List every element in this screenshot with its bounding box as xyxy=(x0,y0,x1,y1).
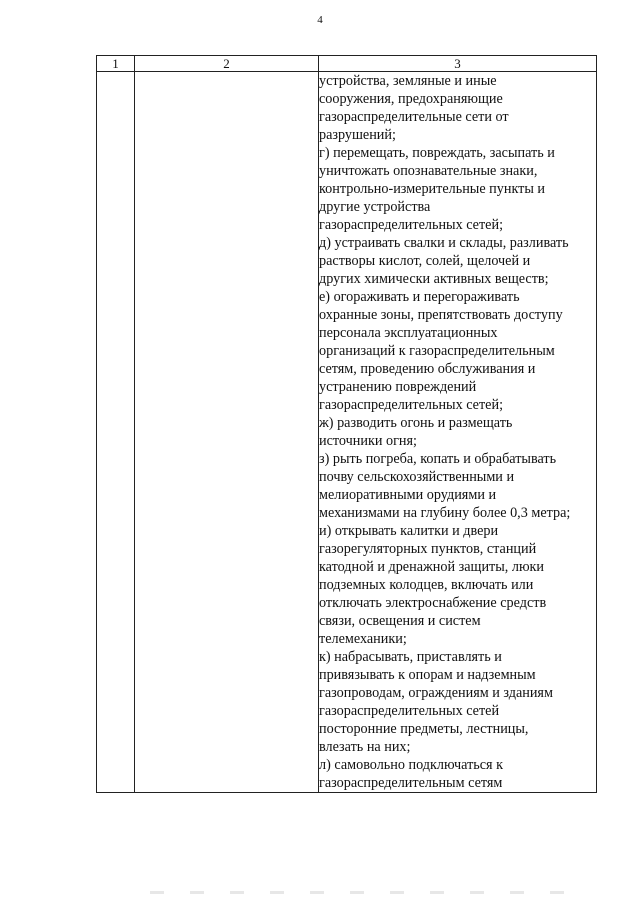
text-line: механизмами на глубину более 0,3 метра; xyxy=(319,505,571,521)
text-line: почву сельскохозяйственными и xyxy=(319,469,515,485)
text-line: связи, освещения и систем xyxy=(319,613,481,629)
table-cell-col3 xyxy=(319,72,597,793)
text-line: отключать электроснабжение средств xyxy=(319,595,547,611)
text-line: и) открывать калитки и двери xyxy=(319,523,499,539)
text-line: посторонние предметы, лестницы, xyxy=(319,721,529,737)
text-line: уничтожать опознавательные знаки, xyxy=(319,163,538,179)
text-line: другие устройства xyxy=(319,199,431,215)
text-line: д) устраивать свалки и склады, разливать xyxy=(319,235,569,251)
text-line: г) перемещать, повреждать, засыпать и xyxy=(319,145,555,161)
table-cell-col2 xyxy=(135,72,319,793)
table-cell-col1 xyxy=(97,72,135,793)
text-line: охранные зоны, препятствовать доступу xyxy=(319,307,563,323)
text-line: влезать на них; xyxy=(319,739,411,755)
page-number: 4 xyxy=(317,14,323,26)
column-header-3: 3 xyxy=(319,56,597,72)
text-line: растворы кислот, солей, щелочей и xyxy=(319,253,531,269)
text-line: контрольно-измерительные пункты и xyxy=(319,181,546,197)
table-row xyxy=(97,72,597,793)
text-line: з) рыть погреба, копать и обрабатывать xyxy=(319,451,557,467)
text-line: персонала эксплуатационных xyxy=(319,325,498,341)
text-line: катодной и дренажной защиты, люки xyxy=(319,559,545,575)
text-line: телемеханики; xyxy=(319,631,407,647)
text-line: газопроводам, ограждениям и зданиям xyxy=(319,685,553,701)
text-line: устранению повреждений xyxy=(319,379,477,395)
text-line: ж) разводить огонь и размещать xyxy=(319,415,513,431)
text-line: устройства, земляные и иные xyxy=(319,73,497,89)
text-line: других химически активных веществ; xyxy=(319,271,549,287)
text-line: привязывать к опорам и надземным xyxy=(319,667,536,683)
text-line: мелиоративными орудиями и xyxy=(319,487,497,503)
table-header-row xyxy=(97,56,597,72)
text-line: к) набрасывать, приставлять и xyxy=(319,649,502,665)
text-line: источники огня; xyxy=(319,433,417,449)
text-line: е) огораживать и перегораживать xyxy=(319,289,520,305)
text-line: газораспределительных сетей; xyxy=(319,217,504,233)
text-line: газорегуляторных пунктов, станций xyxy=(319,541,537,557)
text-line: подземных колодцев, включать или xyxy=(319,577,534,593)
text-line: сооружения, предохраняющие xyxy=(319,91,503,107)
text-line: организаций к газораспределительным xyxy=(319,343,555,359)
column-header-2: 2 xyxy=(135,56,319,72)
text-line: газораспределительных сетей xyxy=(319,703,500,719)
text-line: газораспределительных сетей; xyxy=(319,397,504,413)
column-header-1: 1 xyxy=(97,56,135,72)
text-line: газораспределительные сети от xyxy=(319,109,509,125)
scan-artifact xyxy=(150,891,590,894)
document-table xyxy=(96,55,597,793)
text-line: сетям, проведению обслуживания и xyxy=(319,361,536,377)
text-line: газораспределительным сетям xyxy=(319,775,503,791)
text-line: разрушений; xyxy=(319,127,396,143)
text-line: л) самовольно подключаться к xyxy=(319,757,504,773)
